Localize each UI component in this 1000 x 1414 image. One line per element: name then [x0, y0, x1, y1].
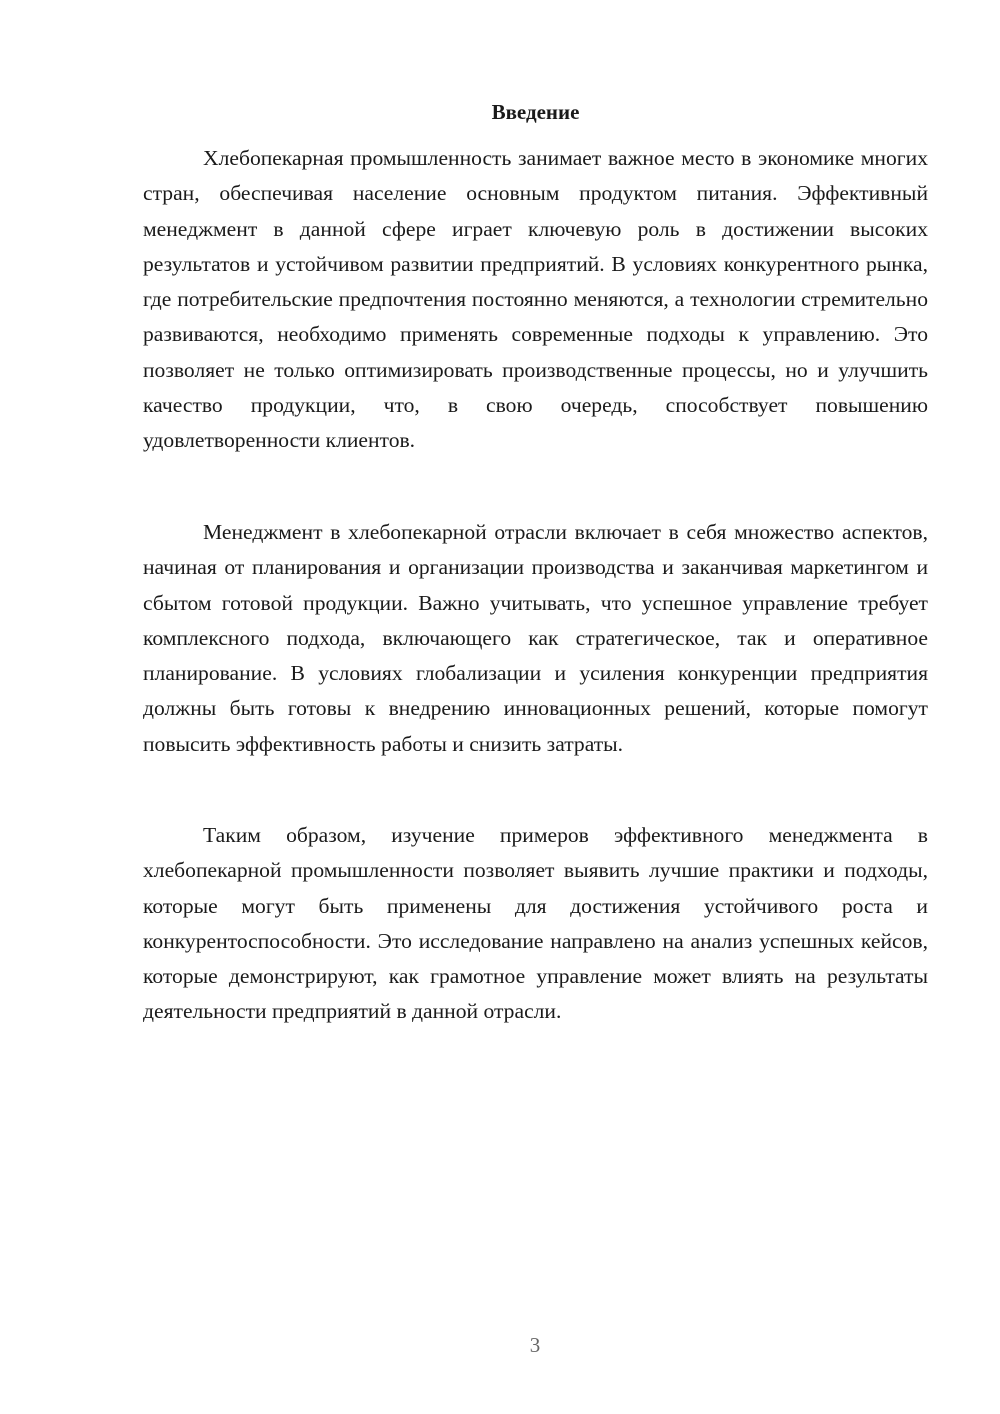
- page-number: 3: [529, 1333, 541, 1357]
- paragraph-1: Хлебопекарная промышленность занимает важное место в экономике многих стран, обеспечивая население основным продуктом питания. Эффективный менеджмент в данной сфере играет ключевую роль в достижении высоких результатов и устойчивом развитии предприятий. В условиях конкурентного рынка, где потребительские предпочтения постоянно меняются, а технологии стремительно развиваются, необходимо применять современные подходы к управлению. Это позволяет не только оптимизировать производственные процессы, но и улучшить качество продукции, что, в свою очередь, способствует повышению удовлетворенности клиентов.: [143, 146, 928, 453]
- section-heading: Введение: [491, 100, 580, 124]
- paragraph-3: Таким образом, изучение примеров эффективного менеджмента в хлебопекарной промышленности позволяет выявить лучшие практики и подходы, которые могут быть применены для достижения устойчивого роста и конкурентоспособности. Это исследование направлено на анализ успешных кейсов, которые демонстрируют, как грамотное управление может влиять на результаты деятельности предприятий в данной отрасли.: [143, 823, 928, 1024]
- paragraph-2: Менеджмент в хлебопекарной отрасли включает в себя множество аспектов, начиная от планирования и организации производства и заканчивая маркетингом и сбытом готовой продукции. Важно учитывать, что успешное управление требует комплексного подхода, включающего как стратегическое, так и оперативное планирование. В условиях глобализации и усиления конкуренции предприятия должны быть готовы к внедрению инновационных решений, которые помогут повысить эффективность работы и снизить затраты.: [143, 520, 928, 756]
